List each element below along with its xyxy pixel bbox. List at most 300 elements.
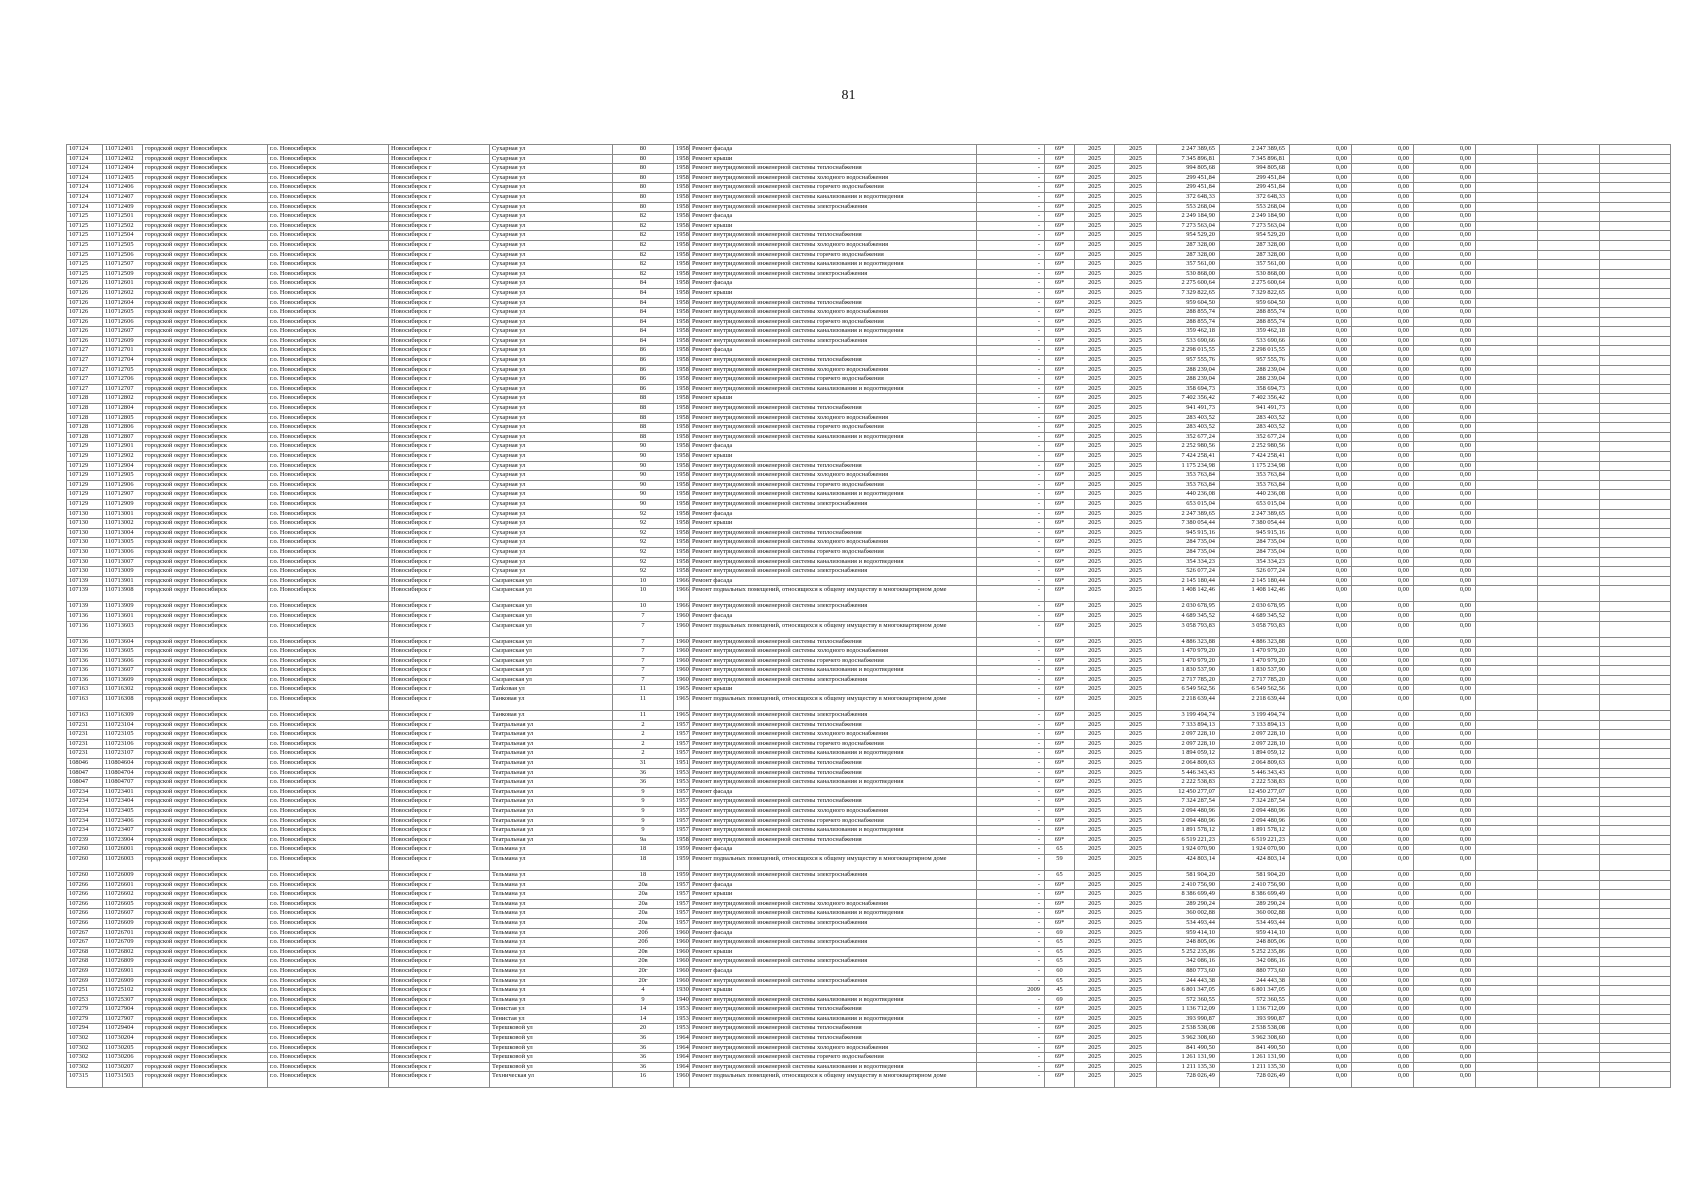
- cell-work-code: 110713605: [103, 647, 143, 657]
- cell-fund-cost: 7 273 563,04: [1220, 221, 1290, 231]
- table-row: [67, 452, 1671, 462]
- cell-empty: [1600, 413, 1671, 423]
- cell-house-number: 36: [613, 768, 674, 778]
- cell-wear-percent: 69*: [1045, 346, 1075, 356]
- cell-local-budget: 0,00: [1414, 947, 1476, 957]
- cell-last-repair: -: [977, 432, 1045, 442]
- cell-city: Новосибирск г: [389, 576, 490, 586]
- cell-street: Сухарная ул: [490, 279, 613, 289]
- cell-work-type: Ремонт подвальных помещений, относящихся к общему имуществу в многоквартирном доме: [690, 695, 977, 711]
- cell-local-budget: 0,00: [1414, 1014, 1476, 1024]
- cell-plan-year: 2025: [1075, 471, 1115, 481]
- cell-fund-cost: 7 329 822,65: [1220, 288, 1290, 298]
- cell-empty: [1538, 499, 1600, 509]
- cell-city: Новосибирск г: [389, 221, 490, 231]
- cell-build-year: 1957: [674, 787, 690, 797]
- repair-program-table: [66, 144, 1671, 1088]
- cell-municipality: г.о. Новосибирск: [268, 221, 389, 231]
- cell-house-id: 107128: [67, 423, 103, 433]
- cell-last-repair: -: [977, 509, 1045, 519]
- table-row: [67, 586, 1671, 602]
- cell-empty: [1600, 183, 1671, 193]
- cell-fund-cost: 4 689 345,52: [1220, 611, 1290, 621]
- table-row: [67, 298, 1671, 308]
- cell-empty: [1600, 317, 1671, 327]
- cell-empty: [1538, 966, 1600, 976]
- cell-house-number: 7: [613, 656, 674, 666]
- cell-fund-cost: 360 002,88: [1220, 909, 1290, 919]
- cell-total-cost: 2 097 228,10: [1157, 739, 1220, 749]
- cell-wear-percent: 69*: [1045, 327, 1075, 337]
- cell-federal-budget: 0,00: [1290, 685, 1352, 695]
- cell-execution-year: 2025: [1115, 720, 1157, 730]
- cell-work-code: 110723405: [103, 807, 143, 817]
- cell-last-repair: -: [977, 394, 1045, 404]
- cell-execution-year: 2025: [1115, 797, 1157, 807]
- cell-total-cost: 3 199 494,74: [1157, 711, 1220, 721]
- cell-municipality: г.о. Новосибирск: [268, 490, 389, 500]
- cell-work-type: Ремонт внутридомовой инженерной системы горячего водоснабжения: [690, 250, 977, 260]
- cell-empty: [1600, 1062, 1671, 1072]
- table-row: [67, 528, 1671, 538]
- cell-empty: [1538, 880, 1600, 890]
- cell-street: Тельмана ул: [490, 995, 613, 1005]
- cell-house-number: 18: [613, 854, 674, 870]
- cell-house-number: 80: [613, 154, 674, 164]
- cell-local-budget: 0,00: [1414, 711, 1476, 721]
- cell-fund-cost: 7 402 356,42: [1220, 394, 1290, 404]
- cell-fund-cost: 354 334,23: [1220, 557, 1290, 567]
- cell-local-budget: 0,00: [1414, 471, 1476, 481]
- table-row: [67, 621, 1671, 637]
- cell-empty: [1600, 327, 1671, 337]
- cell-work-code: 110723106: [103, 739, 143, 749]
- cell-city: Новосибирск г: [389, 787, 490, 797]
- cell-house-number: 84: [613, 279, 674, 289]
- cell-house-id: 107253: [67, 995, 103, 1005]
- cell-street: Тельмана ул: [490, 899, 613, 909]
- cell-wear-percent: 69*: [1045, 394, 1075, 404]
- cell-wear-percent: 69*: [1045, 656, 1075, 666]
- cell-fund-cost: 959 414,10: [1220, 928, 1290, 938]
- table-row: [67, 538, 1671, 548]
- cell-work-code: 110712605: [103, 308, 143, 318]
- cell-street: Сухарная ул: [490, 308, 613, 318]
- cell-okrug: городской округ Новосибирск: [143, 1072, 268, 1088]
- cell-house-number: 7: [613, 675, 674, 685]
- cell-okrug: городской округ Новосибирск: [143, 317, 268, 327]
- cell-house-number: 9а: [613, 835, 674, 845]
- cell-last-repair: -: [977, 164, 1045, 174]
- cell-work-type: Ремонт внутридомовой инженерной системы теплоснабжения: [690, 768, 977, 778]
- cell-empty: [1600, 499, 1671, 509]
- cell-house-id: 107129: [67, 490, 103, 500]
- cell-plan-year: 2025: [1075, 957, 1115, 967]
- cell-empty: [1538, 797, 1600, 807]
- cell-last-repair: -: [977, 835, 1045, 845]
- cell-municipality: г.о. Новосибирск: [268, 394, 389, 404]
- cell-regional-budget: 0,00: [1352, 870, 1414, 880]
- cell-local-budget: 0,00: [1414, 854, 1476, 870]
- cell-okrug: городской округ Новосибирск: [143, 1005, 268, 1015]
- cell-fund-cost: 1 894 059,12: [1220, 749, 1290, 759]
- cell-total-cost: 959 604,50: [1157, 298, 1220, 308]
- cell-house-number: 2: [613, 730, 674, 740]
- cell-wear-percent: 69*: [1045, 739, 1075, 749]
- table-row: [67, 899, 1671, 909]
- cell-empty: [1538, 749, 1600, 759]
- cell-local-budget: 0,00: [1414, 567, 1476, 577]
- cell-federal-budget: 0,00: [1290, 666, 1352, 676]
- cell-empty: [1476, 547, 1538, 557]
- cell-street: Театральная ул: [490, 835, 613, 845]
- cell-house-number: 88: [613, 404, 674, 414]
- cell-execution-year: 2025: [1115, 221, 1157, 231]
- cell-empty: [1538, 845, 1600, 855]
- cell-local-budget: 0,00: [1414, 995, 1476, 1005]
- cell-plan-year: 2025: [1075, 826, 1115, 836]
- cell-house-id: 107130: [67, 557, 103, 567]
- cell-house-number: 84: [613, 327, 674, 337]
- cell-work-code: 110713606: [103, 656, 143, 666]
- cell-wear-percent: 69*: [1045, 442, 1075, 452]
- cell-empty: [1538, 720, 1600, 730]
- cell-work-type: Ремонт крыши: [690, 288, 977, 298]
- cell-fund-cost: 2 097 228,10: [1220, 730, 1290, 740]
- cell-empty: [1476, 807, 1538, 817]
- cell-street: Сухарная ул: [490, 154, 613, 164]
- cell-empty: [1538, 192, 1600, 202]
- cell-work-type: Ремонт внутридомовой инженерной системы холодного водоснабжения: [690, 1043, 977, 1053]
- cell-federal-budget: 0,00: [1290, 928, 1352, 938]
- cell-total-cost: 7 424 258,41: [1157, 452, 1220, 462]
- cell-house-number: 86: [613, 375, 674, 385]
- cell-work-type: Ремонт внутридомовой инженерной системы электроснабжения: [690, 499, 977, 509]
- cell-city: Новосибирск г: [389, 730, 490, 740]
- cell-house-number: 84: [613, 298, 674, 308]
- table-row: [67, 576, 1671, 586]
- cell-municipality: г.о. Новосибирск: [268, 1034, 389, 1044]
- cell-work-code: 110713601: [103, 611, 143, 621]
- cell-total-cost: 424 803,14: [1157, 854, 1220, 870]
- cell-empty: [1476, 356, 1538, 366]
- cell-total-cost: 2 222 538,83: [1157, 778, 1220, 788]
- cell-empty: [1476, 499, 1538, 509]
- cell-local-budget: 0,00: [1414, 192, 1476, 202]
- cell-okrug: городской округ Новосибирск: [143, 164, 268, 174]
- cell-execution-year: 2025: [1115, 490, 1157, 500]
- cell-empty: [1538, 567, 1600, 577]
- cell-execution-year: 2025: [1115, 1072, 1157, 1088]
- cell-okrug: городской округ Новосибирск: [143, 986, 268, 996]
- table-row: [67, 202, 1671, 212]
- cell-plan-year: 2025: [1075, 845, 1115, 855]
- cell-execution-year: 2025: [1115, 346, 1157, 356]
- cell-empty: [1476, 787, 1538, 797]
- cell-house-id: 107125: [67, 240, 103, 250]
- cell-okrug: городской округ Новосибирск: [143, 778, 268, 788]
- cell-wear-percent: 69*: [1045, 173, 1075, 183]
- cell-work-code: 110712705: [103, 365, 143, 375]
- cell-execution-year: 2025: [1115, 279, 1157, 289]
- cell-city: Новосибирск г: [389, 656, 490, 666]
- table-row: [67, 567, 1671, 577]
- cell-last-repair: -: [977, 938, 1045, 948]
- cell-empty: [1476, 611, 1538, 621]
- cell-work-code: 110712604: [103, 298, 143, 308]
- cell-empty: [1600, 547, 1671, 557]
- cell-house-number: 88: [613, 423, 674, 433]
- cell-execution-year: 2025: [1115, 452, 1157, 462]
- table-row: [67, 995, 1671, 1005]
- cell-empty: [1538, 452, 1600, 462]
- cell-municipality: г.о. Новосибирск: [268, 854, 389, 870]
- cell-plan-year: 2025: [1075, 557, 1115, 567]
- cell-municipality: г.о. Новосибирск: [268, 1062, 389, 1072]
- cell-regional-budget: 0,00: [1352, 880, 1414, 890]
- table-row: [67, 938, 1671, 948]
- cell-local-budget: 0,00: [1414, 807, 1476, 817]
- cell-street: Театральная ул: [490, 730, 613, 740]
- cell-empty: [1538, 602, 1600, 612]
- cell-total-cost: 6 801 347,05: [1157, 986, 1220, 996]
- cell-regional-budget: 0,00: [1352, 164, 1414, 174]
- cell-house-number: 36: [613, 1053, 674, 1063]
- cell-regional-budget: 0,00: [1352, 375, 1414, 385]
- cell-federal-budget: 0,00: [1290, 269, 1352, 279]
- cell-empty: [1538, 1062, 1600, 1072]
- cell-empty: [1600, 1034, 1671, 1044]
- cell-build-year: 1960: [674, 976, 690, 986]
- table-row: [67, 826, 1671, 836]
- cell-execution-year: 2025: [1115, 909, 1157, 919]
- cell-empty: [1476, 1053, 1538, 1063]
- cell-empty: [1600, 947, 1671, 957]
- cell-empty: [1538, 154, 1600, 164]
- cell-empty: [1538, 899, 1600, 909]
- cell-federal-budget: 0,00: [1290, 656, 1352, 666]
- cell-fund-cost: 283 403,52: [1220, 423, 1290, 433]
- cell-total-cost: 1 211 135,30: [1157, 1062, 1220, 1072]
- cell-street: Сухарная ул: [490, 317, 613, 327]
- cell-regional-budget: 0,00: [1352, 807, 1414, 817]
- cell-house-id: 107266: [67, 890, 103, 900]
- cell-local-budget: 0,00: [1414, 423, 1476, 433]
- cell-street: Сухарная ул: [490, 547, 613, 557]
- cell-house-number: 9: [613, 995, 674, 1005]
- cell-regional-budget: 0,00: [1352, 279, 1414, 289]
- cell-empty: [1538, 759, 1600, 769]
- cell-regional-budget: 0,00: [1352, 854, 1414, 870]
- cell-work-code: 110712601: [103, 279, 143, 289]
- cell-okrug: городской округ Новосибирск: [143, 221, 268, 231]
- cell-empty: [1600, 240, 1671, 250]
- cell-build-year: 1958: [674, 509, 690, 519]
- cell-municipality: г.о. Новосибирск: [268, 666, 389, 676]
- cell-city: Новосибирск г: [389, 835, 490, 845]
- cell-build-year: 1951: [674, 759, 690, 769]
- cell-execution-year: 2025: [1115, 880, 1157, 890]
- cell-empty: [1476, 711, 1538, 721]
- cell-work-type: Ремонт внутридомовой инженерной системы теплоснабжения: [690, 231, 977, 241]
- cell-city: Новосибирск г: [389, 637, 490, 647]
- cell-municipality: г.о. Новосибирск: [268, 695, 389, 711]
- table-row: [67, 739, 1671, 749]
- cell-federal-budget: 0,00: [1290, 221, 1352, 231]
- cell-wear-percent: 69*: [1045, 298, 1075, 308]
- cell-okrug: городской округ Новосибирск: [143, 490, 268, 500]
- table-row: [67, 880, 1671, 890]
- cell-street: Театральная ул: [490, 759, 613, 769]
- cell-empty: [1600, 576, 1671, 586]
- cell-local-budget: 0,00: [1414, 461, 1476, 471]
- cell-okrug: городской округ Новосибирск: [143, 394, 268, 404]
- cell-house-number: 82: [613, 212, 674, 222]
- cell-work-code: 110713006: [103, 547, 143, 557]
- cell-build-year: 1960: [674, 675, 690, 685]
- cell-total-cost: 2 247 389,65: [1157, 145, 1220, 155]
- cell-empty: [1600, 899, 1671, 909]
- cell-empty: [1538, 611, 1600, 621]
- cell-regional-budget: 0,00: [1352, 739, 1414, 749]
- cell-work-code: 110726909: [103, 976, 143, 986]
- cell-build-year: 1958: [674, 557, 690, 567]
- cell-local-budget: 0,00: [1414, 375, 1476, 385]
- cell-local-budget: 0,00: [1414, 899, 1476, 909]
- cell-empty: [1538, 666, 1600, 676]
- cell-total-cost: 248 805,06: [1157, 938, 1220, 948]
- cell-federal-budget: 0,00: [1290, 1062, 1352, 1072]
- cell-local-budget: 0,00: [1414, 675, 1476, 685]
- cell-regional-budget: 0,00: [1352, 976, 1414, 986]
- cell-execution-year: 2025: [1115, 154, 1157, 164]
- cell-fund-cost: 357 561,00: [1220, 260, 1290, 270]
- cell-build-year: 1958: [674, 432, 690, 442]
- cell-plan-year: 2025: [1075, 317, 1115, 327]
- cell-empty: [1538, 730, 1600, 740]
- cell-okrug: городской округ Новосибирск: [143, 666, 268, 676]
- cell-house-number: 88: [613, 432, 674, 442]
- cell-work-code: 110723406: [103, 816, 143, 826]
- cell-house-id: 107268: [67, 947, 103, 957]
- cell-street: Терешковой ул: [490, 1053, 613, 1063]
- cell-regional-budget: 0,00: [1352, 145, 1414, 155]
- cell-street: Театральная ул: [490, 787, 613, 797]
- cell-execution-year: 2025: [1115, 394, 1157, 404]
- cell-wear-percent: 69*: [1045, 432, 1075, 442]
- cell-plan-year: 2025: [1075, 327, 1115, 337]
- cell-work-type: Ремонт внутридомовой инженерной системы канализования и водоотведения: [690, 490, 977, 500]
- cell-okrug: городской округ Новосибирск: [143, 576, 268, 586]
- cell-house-id: 107130: [67, 519, 103, 529]
- cell-local-budget: 0,00: [1414, 637, 1476, 647]
- cell-total-cost: 299 451,84: [1157, 173, 1220, 183]
- cell-plan-year: 2025: [1075, 611, 1115, 621]
- cell-regional-budget: 0,00: [1352, 308, 1414, 318]
- cell-street: Сухарная ул: [490, 519, 613, 529]
- cell-house-id: 107127: [67, 384, 103, 394]
- cell-work-type: Ремонт внутридомовой инженерной системы теплоснабжения: [690, 164, 977, 174]
- cell-empty: [1600, 778, 1671, 788]
- table-row: [67, 986, 1671, 996]
- cell-fund-cost: 6 801 347,05: [1220, 986, 1290, 996]
- cell-plan-year: 2025: [1075, 1024, 1115, 1034]
- cell-city: Новосибирск г: [389, 759, 490, 769]
- cell-federal-budget: 0,00: [1290, 212, 1352, 222]
- cell-fund-cost: 3 962 308,60: [1220, 1034, 1290, 1044]
- cell-plan-year: 2025: [1075, 423, 1115, 433]
- cell-local-budget: 0,00: [1414, 288, 1476, 298]
- cell-empty: [1476, 375, 1538, 385]
- cell-empty: [1538, 938, 1600, 948]
- cell-empty: [1600, 356, 1671, 366]
- cell-federal-budget: 0,00: [1290, 890, 1352, 900]
- cell-federal-budget: 0,00: [1290, 327, 1352, 337]
- cell-street: Сызранская ул: [490, 675, 613, 685]
- cell-house-id: 107234: [67, 816, 103, 826]
- cell-wear-percent: 69*: [1045, 202, 1075, 212]
- cell-build-year: 1960: [674, 947, 690, 957]
- cell-wear-percent: 69*: [1045, 308, 1075, 318]
- cell-execution-year: 2025: [1115, 807, 1157, 817]
- cell-wear-percent: 69*: [1045, 384, 1075, 394]
- cell-empty: [1538, 995, 1600, 1005]
- cell-fund-cost: 288 239,04: [1220, 365, 1290, 375]
- cell-municipality: г.о. Новосибирск: [268, 845, 389, 855]
- cell-house-id: 107234: [67, 807, 103, 817]
- cell-house-id: 107130: [67, 547, 103, 557]
- cell-street: Театральная ул: [490, 778, 613, 788]
- cell-okrug: городской округ Новосибирск: [143, 730, 268, 740]
- cell-street: Сухарная ул: [490, 260, 613, 270]
- cell-plan-year: 2025: [1075, 394, 1115, 404]
- cell-federal-budget: 0,00: [1290, 1024, 1352, 1034]
- cell-municipality: г.о. Новосибирск: [268, 816, 389, 826]
- cell-okrug: городской округ Новосибирск: [143, 656, 268, 666]
- cell-empty: [1600, 602, 1671, 612]
- cell-empty: [1476, 1062, 1538, 1072]
- cell-okrug: городской округ Новосибирск: [143, 807, 268, 817]
- cell-wear-percent: 69*: [1045, 231, 1075, 241]
- cell-street: Сызранская ул: [490, 647, 613, 657]
- cell-last-repair: -: [977, 356, 1045, 366]
- cell-build-year: 1959: [674, 870, 690, 880]
- cell-regional-budget: 0,00: [1352, 240, 1414, 250]
- cell-work-type: Ремонт внутридомовой инженерной системы холодного водоснабжения: [690, 365, 977, 375]
- cell-city: Новосибирск г: [389, 675, 490, 685]
- cell-street: Сухарная ул: [490, 404, 613, 414]
- cell-wear-percent: 69*: [1045, 666, 1075, 676]
- cell-empty: [1538, 986, 1600, 996]
- cell-house-number: 11: [613, 695, 674, 711]
- cell-empty: [1600, 480, 1671, 490]
- cell-house-id: 107163: [67, 685, 103, 695]
- cell-wear-percent: 69: [1045, 995, 1075, 1005]
- cell-regional-budget: 0,00: [1352, 336, 1414, 346]
- cell-execution-year: 2025: [1115, 519, 1157, 529]
- cell-fund-cost: 1 211 135,30: [1220, 1062, 1290, 1072]
- cell-house-number: 80: [613, 192, 674, 202]
- cell-federal-budget: 0,00: [1290, 637, 1352, 647]
- cell-house-id: 107124: [67, 202, 103, 212]
- cell-fund-cost: 572 360,55: [1220, 995, 1290, 1005]
- cell-okrug: городской округ Новосибирск: [143, 845, 268, 855]
- cell-execution-year: 2025: [1115, 298, 1157, 308]
- cell-federal-budget: 0,00: [1290, 183, 1352, 193]
- cell-work-type: Ремонт внутридомовой инженерной системы теплоснабжения: [690, 298, 977, 308]
- cell-empty: [1476, 957, 1538, 967]
- cell-house-number: 80: [613, 173, 674, 183]
